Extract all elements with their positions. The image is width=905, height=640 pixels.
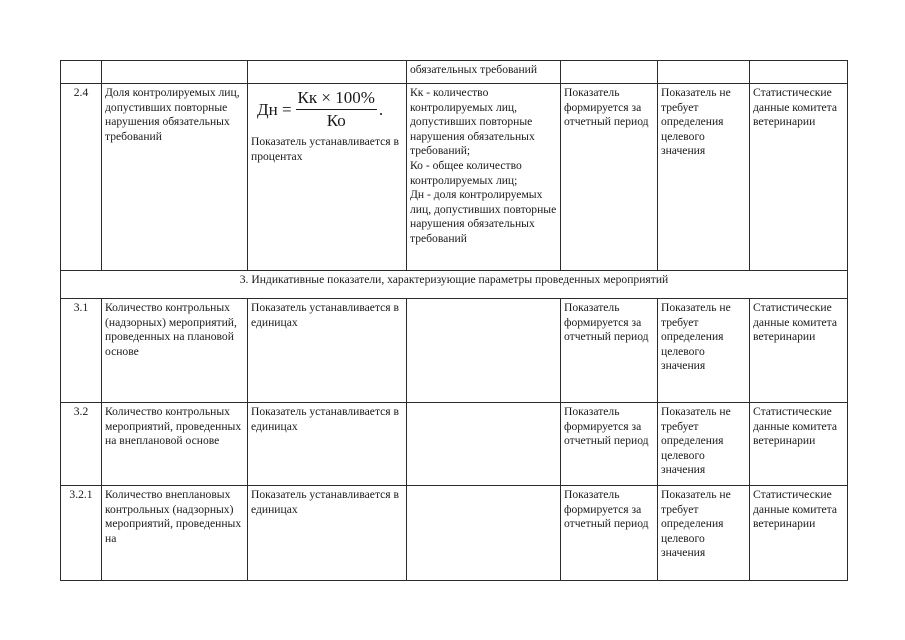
cell-source: Статистические данные комитета ветеринарии <box>750 84 848 271</box>
cell-source: Статистические данные комитета ветеринарии <box>750 486 848 581</box>
cell-target: Показатель не требует определения целевого значения <box>658 486 750 581</box>
cell-name: Доля контролируемых лиц, допустивших повторные нарушения обязательных требований <box>102 84 248 271</box>
cell-num: 3.1 <box>61 299 102 403</box>
cell-name: Количество контрольных мероприятий, проведенных на внеплановой основе <box>102 403 248 486</box>
cell-name: Количество контрольных (надзорных) мероприятий, проведенных на плановой основе <box>102 299 248 403</box>
cell-formula: Показатель устанавливается в единицах <box>248 486 407 581</box>
cell-definitions <box>407 486 561 581</box>
cell-period: Показатель формируется за отчетный период <box>561 403 658 486</box>
cell-target: Показатель не требует определения целевого значения <box>658 299 750 403</box>
cell-num <box>61 61 102 84</box>
cell-target: Показатель не требует определения целевого значения <box>658 84 750 271</box>
cell-num: 2.4 <box>61 84 102 271</box>
cell-formula: Показатель устанавливается в единицах <box>248 403 407 486</box>
formula-lhs: Дн = <box>257 99 292 119</box>
formula-tail: . <box>378 99 384 119</box>
cell-definitions <box>407 403 561 486</box>
cell-source: Статистические данные комитета ветеринарии <box>750 299 848 403</box>
formula-numerator: Кк × 100% <box>296 88 377 110</box>
table-row <box>61 486 848 581</box>
cell-period: Показатель формируется за отчетный период <box>561 84 658 271</box>
formula <box>257 88 403 131</box>
cell-definitions: Кк - количество контролируемых лиц, допустивших повторные нарушения обязательных требований; Ко - общее количество контролируемых лиц; Дн - доля контролируемых лиц, допустивших повторные нарушения обязательных требований <box>407 84 561 271</box>
cell-name: Количество внеплановых контрольных (надзорных) мероприятий, проведенных на <box>102 486 248 581</box>
cell-target: Показатель не требует определения целевого значения <box>658 403 750 486</box>
table-row-continuation <box>61 61 848 84</box>
cell-definitions: обязательных требований <box>407 61 561 84</box>
indicators-table <box>60 60 848 581</box>
table-row <box>61 403 848 486</box>
cell-period <box>561 61 658 84</box>
cell-definitions <box>407 299 561 403</box>
cell-name <box>102 61 248 84</box>
cell-period: Показатель формируется за отчетный период <box>561 299 658 403</box>
section-header-row <box>61 271 848 299</box>
cell-period: Показатель формируется за отчетный период <box>561 486 658 581</box>
formula-note: Показатель устанавливается в процентах <box>251 135 400 163</box>
cell-num: 3.2.1 <box>61 486 102 581</box>
cell-source: Статистические данные комитета ветеринарии <box>750 403 848 486</box>
table-row <box>61 299 848 403</box>
cell-source <box>750 61 848 84</box>
formula-fraction <box>296 88 377 131</box>
cell-num: 3.2 <box>61 403 102 486</box>
section-3-title: 3. Индикативные показатели, характеризующие параметры проведенных мероприятий <box>61 271 848 299</box>
table-row-2-4 <box>61 84 848 271</box>
cell-formula <box>248 84 407 271</box>
cell-formula <box>248 61 407 84</box>
cell-formula: Показатель устанавливается в единицах <box>248 299 407 403</box>
formula-denominator: Ко <box>326 111 346 130</box>
cell-target <box>658 61 750 84</box>
